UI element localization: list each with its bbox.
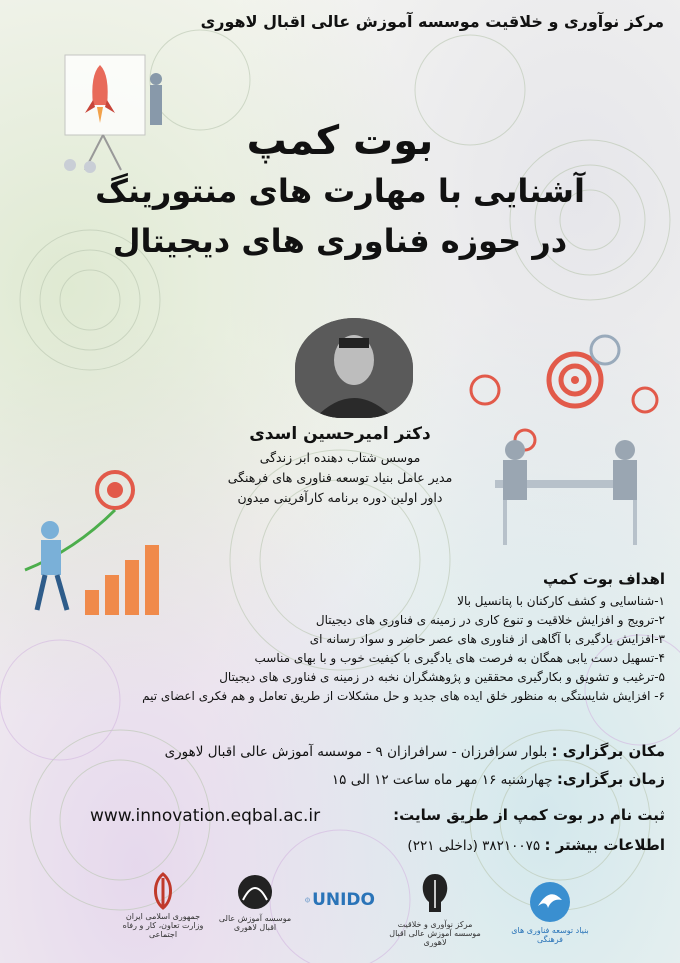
goal-item: ۴-تسهیل دست یابی همگان به فرصت های یادگیری با کیفیت خوب و با بهای مناسب (254, 651, 665, 665)
un-globe-icon (305, 888, 310, 912)
signup-label: ثبت نام در بوت کمپ از طریق سایت: (393, 806, 665, 824)
speaker-role: داور اولین دوره برنامه کارآفرینی میدون (237, 490, 443, 505)
time-value: چهارشنبه ۱۶ مهر ماه ساعت ۱۲ الی ۱۵ (331, 772, 553, 788)
more-info (407, 836, 665, 854)
goal-item: ۳-افزایش یادگیری با آگاهی از فناوری های عصر حاضر و سواد رسانه ای (309, 632, 665, 646)
location-value: بلوار سرافرزان - سرافرازان ۹ - موسسه آموزش عالی اقبال لاهوری (164, 744, 548, 760)
bulb-emblem-icon (415, 872, 455, 918)
unido-logo: UNIDO (305, 888, 375, 912)
organizer-title: مرکز نوآوری و خلاقیت موسسه آموزش عالی اقبال لاهوری (200, 12, 664, 31)
info-label: اطلاعات بیشتر : (544, 836, 665, 854)
business-people-illustration (455, 330, 670, 560)
spiral-wave-icon (528, 880, 572, 924)
signup-label-row (393, 806, 665, 824)
goal-item: ۶- افزایش شایستگی به منظور خلق ایده های جدید و حل مشکلات از طریق تعامل و هم فکری اعضای تیم (142, 689, 665, 703)
time-label: زمان برگزاری: (556, 770, 665, 788)
location-label: مکان برگزاری : (551, 742, 665, 760)
innovation-center-logo: مرکز نوآوری و خلاقیت موسسه آموزش عالی اقبال لاهوری (380, 872, 490, 947)
goal-item: ۱-شناسایی و کشف کارکنان با پتانسیل بالا (457, 594, 665, 608)
website-link[interactable]: www.innovation.eqbal.ac.ir (90, 806, 321, 826)
subtitle-line-1: آشنایی با مهارت های منتورینگ (95, 172, 585, 210)
main-title: بوت کمپ (246, 118, 434, 164)
speaker-photo (295, 318, 413, 418)
event-time (332, 770, 665, 788)
speaker-role: موسس شتاب دهنده ابر زندگی (259, 450, 421, 465)
ministry-logo: جمهوری اسلامی ایران وزارت تعاون، کار و رفاه اجتماعی (118, 872, 208, 939)
eqbal-emblem-icon (235, 872, 275, 912)
info-phone: ۳۸۲۱۰۰۷۵ (داخلی ۲۲۱) (407, 838, 541, 854)
goal-item: ۲-ترویج و افزایش خلاقیت و تنوع کاری در زمینه ی فناوری های دیجیتال (315, 613, 665, 627)
speaker-role: مدیر عامل بنیاد توسعه فناوری های فرهنگی (227, 470, 453, 485)
eqbal-university-logo: موسسه آموزش عالی اقبال لاهوری (215, 872, 295, 932)
goal-item: ۵-ترغیب و تشویق و بکارگیری محققین و پژوهشگران نخبه در زمینه ی فناوری های دیجیتال (219, 670, 665, 684)
speaker-name: دکتر امیرحسین اسدی (249, 424, 431, 444)
subtitle-line-2: در حوزه فناوری های دیجیتال (112, 222, 568, 260)
goals-heading: اهداف بوت کمپ (543, 570, 665, 588)
iran-emblem-icon (143, 872, 183, 910)
event-location (165, 742, 665, 760)
foundation-logo: بنیاد توسعه فناوری های فرهنگی (505, 880, 595, 944)
